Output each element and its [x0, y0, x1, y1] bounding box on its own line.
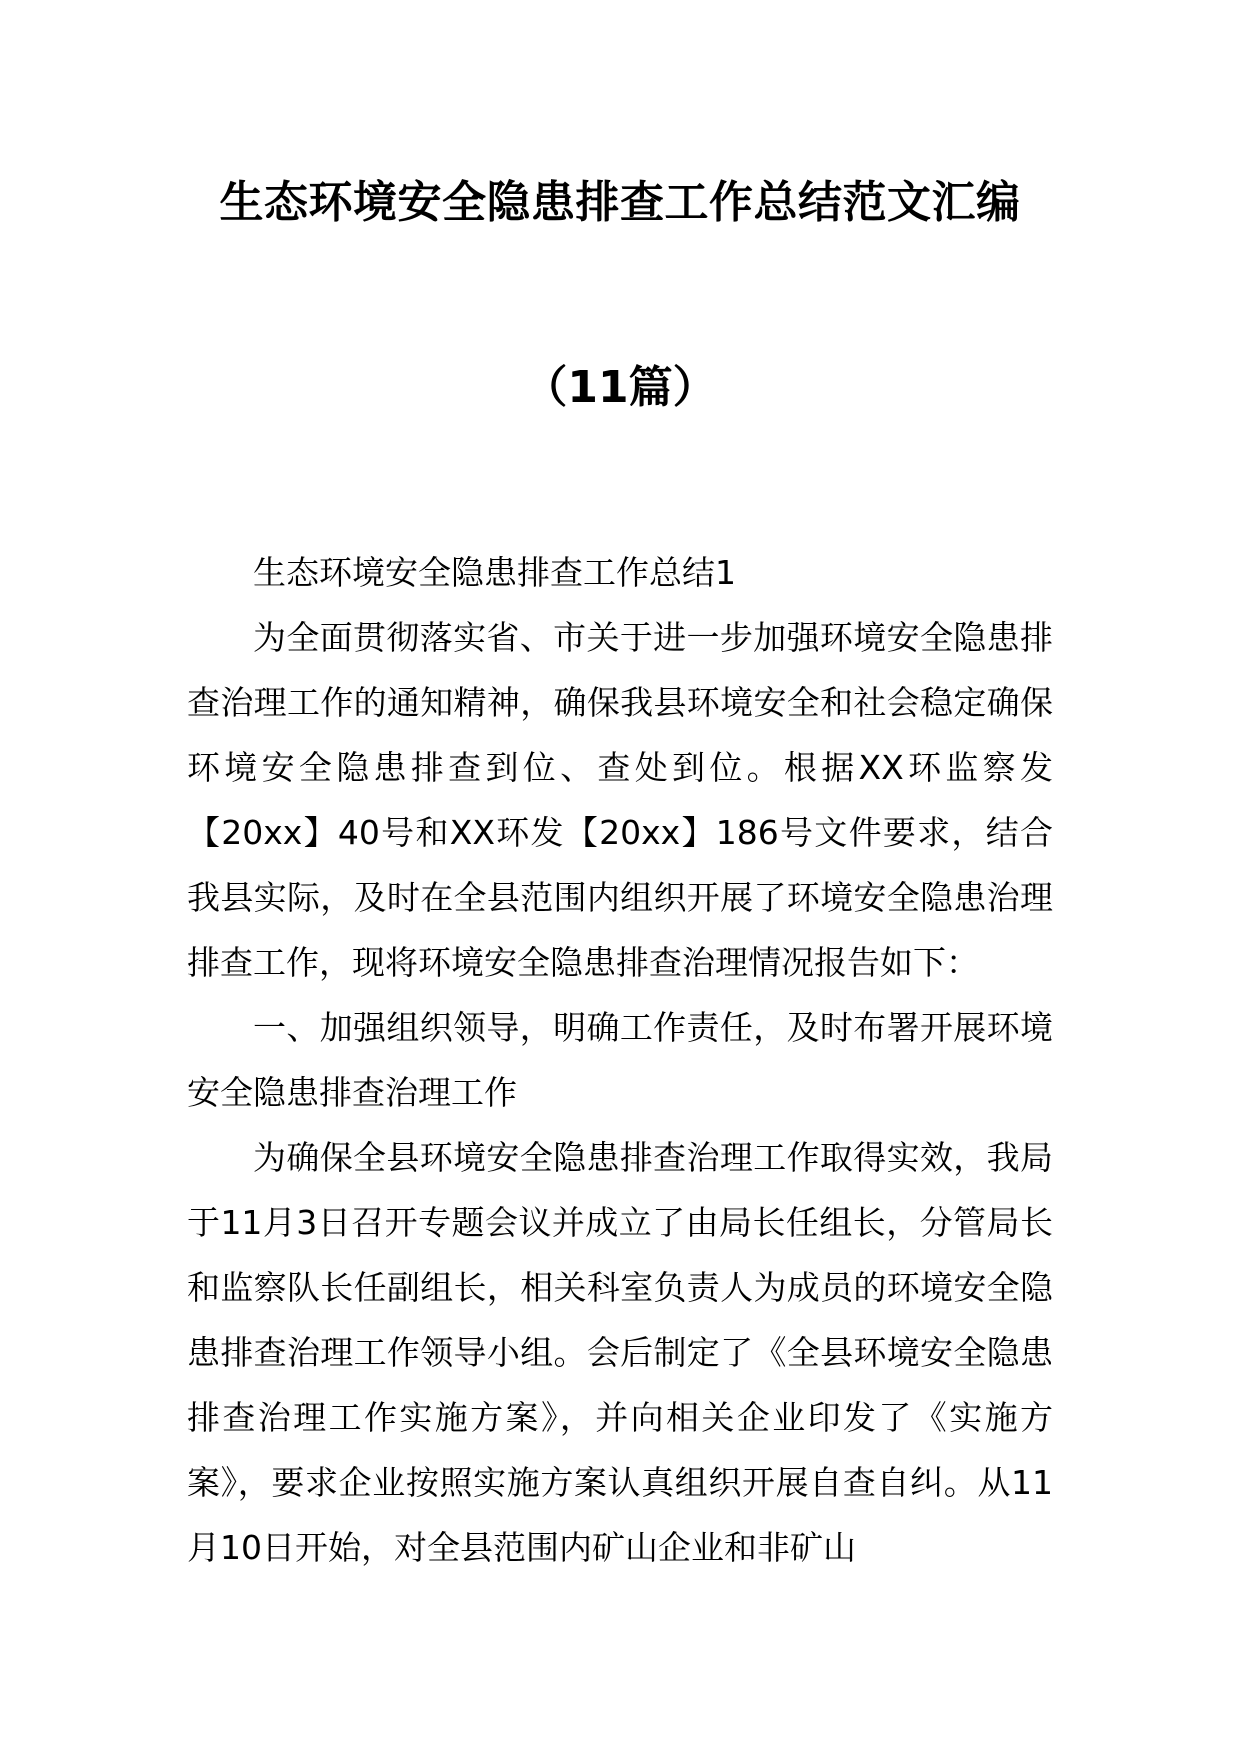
body-paragraph-organization: 为确保全县环境安全隐患排查治理工作取得实效，我局于11月3日召开专题会议并成立了由局长任组长，分管局长和监察队长任副组长，相关科室负责人为成员的环境安全隐患排查治理工作领导小组。会后制定了《全县环境安全隐患排查治理工作实施方案》，并向相关企业印发了《实施方案》，要求企业按照实施方案认真组织开展自查自纠。从11月10日开始，对全县范围内矿山企业和非矿山: [187, 1138, 1053, 1567]
document-title: 生态环境安全隐患排查工作总结范文汇编: [219, 177, 1021, 228]
body-paragraph-intro: 为全面贯彻落实省、市关于进一步加强环境安全隐患排查治理工作的通知精神，确保我县环境安全和社会稳定确保环境安全隐患排查到位、查处到位。根据XX环监察发【20xx】40号和XX环发【20xx】186号文件要求，结合我县实际，及时在全县范围内组织开展了环境安全隐患治理排查工作，现将环境安全隐患排查治理情况报告如下：: [187, 618, 1053, 982]
document-body: [187, 540, 1053, 1580]
section-heading-1: 生态环境安全隐患排查工作总结1: [253, 553, 736, 592]
document-subtitle: （11篇）: [523, 362, 717, 413]
section-heading-part-1: 一、加强组织领导，明确工作责任，及时布署开展环境安全隐患排查治理工作: [187, 1008, 1053, 1112]
